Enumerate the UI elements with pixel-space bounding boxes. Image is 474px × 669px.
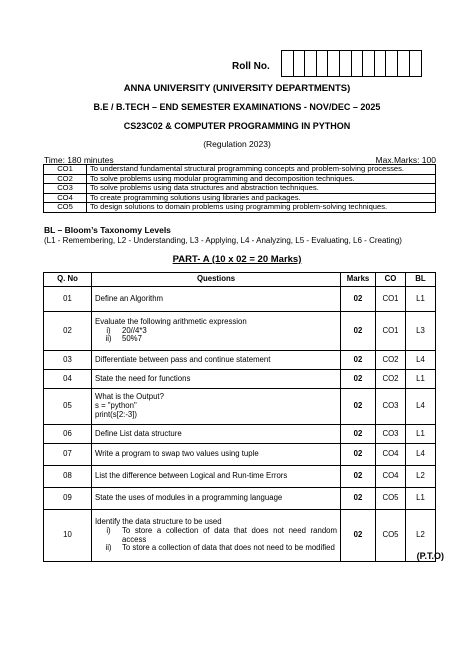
- question-marks: 02: [341, 510, 376, 562]
- blooms-levels: (L1 - Remembering, L2 - Understanding, L3 - Applying, L4 - Analyzing, L5 - Evaluating, L6 - Creating): [44, 236, 402, 245]
- question-bl: L2: [406, 510, 436, 562]
- question-number: 05: [44, 389, 92, 425]
- code-line: s = "python": [95, 401, 137, 411]
- question-number: 04: [44, 370, 92, 389]
- exam-title: B.E / B.TECH – END SEMESTER EXAMINATIONS - NOV/DEC – 2025: [93, 102, 381, 112]
- part-a-title: PART- A (10 x 02 = 20 Marks): [172, 254, 302, 265]
- question-marks: 02: [341, 488, 376, 510]
- question-row: [44, 488, 436, 510]
- co-code: CO3: [44, 184, 87, 194]
- sub-question-number: i): [106, 525, 111, 535]
- table-header-row: [44, 273, 436, 287]
- questions-table: [43, 272, 436, 562]
- co-code: CO2: [44, 174, 87, 184]
- question-text: Differentiate between pass and continue statement: [92, 351, 341, 370]
- question-co: CO4: [376, 466, 406, 488]
- roll-number-digit-box[interactable]: [317, 51, 329, 76]
- sub-question: [95, 527, 337, 545]
- question-co: CO5: [376, 488, 406, 510]
- question-number: 06: [44, 425, 92, 444]
- course-outcome-row: [44, 184, 436, 194]
- sub-question-text: To store a collection of data that does not need to be modified: [122, 543, 335, 553]
- question-number: 09: [44, 488, 92, 510]
- roll-number-digit-box[interactable]: [305, 51, 317, 76]
- question-marks: 02: [341, 312, 376, 351]
- question-bl: L4: [406, 351, 436, 370]
- question-number: 08: [44, 466, 92, 488]
- sub-question: [95, 544, 337, 553]
- col-header-bl: BL: [406, 273, 436, 287]
- question-text: Define an Algorithm: [92, 287, 341, 312]
- sub-question-text: To store a collection of data that does not need random access: [122, 525, 337, 544]
- question-row: [44, 351, 436, 370]
- roll-number-digit-box[interactable]: [363, 51, 375, 76]
- question-row: [44, 510, 436, 562]
- question-row: [44, 370, 436, 389]
- question-stem: Identify the data structure to be used: [95, 516, 222, 526]
- question-co: CO1: [376, 287, 406, 312]
- question-text: State the need for functions: [92, 370, 341, 389]
- question-marks: 02: [341, 466, 376, 488]
- question-bl: L1: [406, 287, 436, 312]
- question-marks: 02: [341, 370, 376, 389]
- question-co: CO1: [376, 312, 406, 351]
- co-description: To solve problems using data structures and abstraction techniques.: [87, 184, 436, 194]
- question-text: List the difference between Logical and Run-time Errors: [92, 466, 341, 488]
- question-text: [92, 510, 341, 562]
- question-row: [44, 389, 436, 425]
- sub-question-number: ii): [105, 543, 112, 553]
- question-bl: L1: [406, 488, 436, 510]
- roll-number-digit-box[interactable]: [352, 51, 364, 76]
- question-co: CO2: [376, 351, 406, 370]
- question-row: [44, 444, 436, 466]
- sub-question: [95, 335, 337, 344]
- col-header-co: CO: [376, 273, 406, 287]
- course-outcomes-table: [43, 164, 436, 213]
- question-marks: 02: [341, 351, 376, 370]
- question-bl: L4: [406, 389, 436, 425]
- roll-number-digit-box[interactable]: [375, 51, 387, 76]
- regulation: (Regulation 2023): [203, 139, 271, 149]
- blooms-title: BL – Bloom’s Taxonomy Levels: [44, 225, 171, 235]
- col-header-marks: Marks: [341, 273, 376, 287]
- question-text: [92, 389, 341, 425]
- please-turn-over: (P.T.O): [416, 551, 444, 561]
- col-header-questions: Questions: [92, 273, 341, 287]
- co-code: CO4: [44, 193, 87, 203]
- roll-number-digit-box[interactable]: [410, 51, 422, 76]
- roll-number-digit-box[interactable]: [328, 51, 340, 76]
- question-marks: 02: [341, 444, 376, 466]
- question-bl: L2: [406, 466, 436, 488]
- roll-number-digit-box[interactable]: [340, 51, 352, 76]
- question-co: CO3: [376, 389, 406, 425]
- question-bl: L1: [406, 425, 436, 444]
- question-bl: L1: [406, 370, 436, 389]
- question-marks: 02: [341, 425, 376, 444]
- course-title: CS23C02 & COMPUTER PROGRAMMING IN PYTHON: [123, 121, 351, 131]
- co-description: To create programming solutions using libraries and packages.: [87, 193, 436, 203]
- code-line: print(s[2:-3]): [95, 409, 138, 419]
- question-number: 10: [44, 510, 92, 562]
- question-marks: 02: [341, 389, 376, 425]
- question-row: [44, 312, 436, 351]
- question-number: 02: [44, 312, 92, 351]
- question-stem: Evaluate the following arithmetic expression: [95, 316, 247, 326]
- course-outcome-row: [44, 165, 436, 175]
- roll-number-boxes[interactable]: [281, 50, 422, 77]
- question-stem: What is the Output?: [95, 392, 164, 402]
- max-marks: Max.Marks: 100: [375, 155, 436, 165]
- question-co: CO3: [376, 425, 406, 444]
- question-row: [44, 425, 436, 444]
- university-name: ANNA UNIVERSITY (UNIVERSITY DEPARTMENTS): [123, 83, 351, 94]
- co-description: To solve problems using modular programming and decomposition techniques.: [87, 174, 436, 184]
- sub-question-number: ii): [105, 334, 112, 344]
- question-co: CO4: [376, 444, 406, 466]
- roll-number-digit-box[interactable]: [386, 51, 398, 76]
- question-co: CO2: [376, 370, 406, 389]
- co-description: To design solutions to domain problems using programming problem-solving techniques.: [87, 203, 436, 213]
- question-text: State the uses of modules in a programming language: [92, 488, 341, 510]
- co-description: To understand fundamental structural programming concepts and problem-solving processes.: [87, 165, 436, 175]
- co-code: CO1: [44, 165, 87, 175]
- roll-number-label: Roll No.: [232, 61, 270, 72]
- roll-number-digit-box[interactable]: [398, 51, 410, 76]
- roll-number-digit-box[interactable]: [294, 51, 306, 76]
- question-text: [92, 312, 341, 351]
- exam-duration: Time: 180 minutes: [44, 155, 114, 165]
- question-text: Define List data structure: [92, 425, 341, 444]
- question-bl: L4: [406, 444, 436, 466]
- course-outcome-row: [44, 203, 436, 213]
- question-row: [44, 466, 436, 488]
- question-bl: L3: [406, 312, 436, 351]
- sub-question-number: i): [106, 325, 111, 335]
- question-co: CO5: [376, 510, 406, 562]
- col-header-qno: Q. No: [44, 273, 92, 287]
- question-number: 01: [44, 287, 92, 312]
- co-code: CO5: [44, 203, 87, 213]
- question-number: 03: [44, 351, 92, 370]
- roll-number-digit-box[interactable]: [282, 51, 294, 76]
- question-number: 07: [44, 444, 92, 466]
- question-row: [44, 287, 436, 312]
- sub-question-text: 50%7: [122, 334, 142, 344]
- question-text: Write a program to swap two values using tuple: [92, 444, 341, 466]
- sub-question-text: 20//4*3: [122, 325, 147, 335]
- question-marks: 02: [341, 287, 376, 312]
